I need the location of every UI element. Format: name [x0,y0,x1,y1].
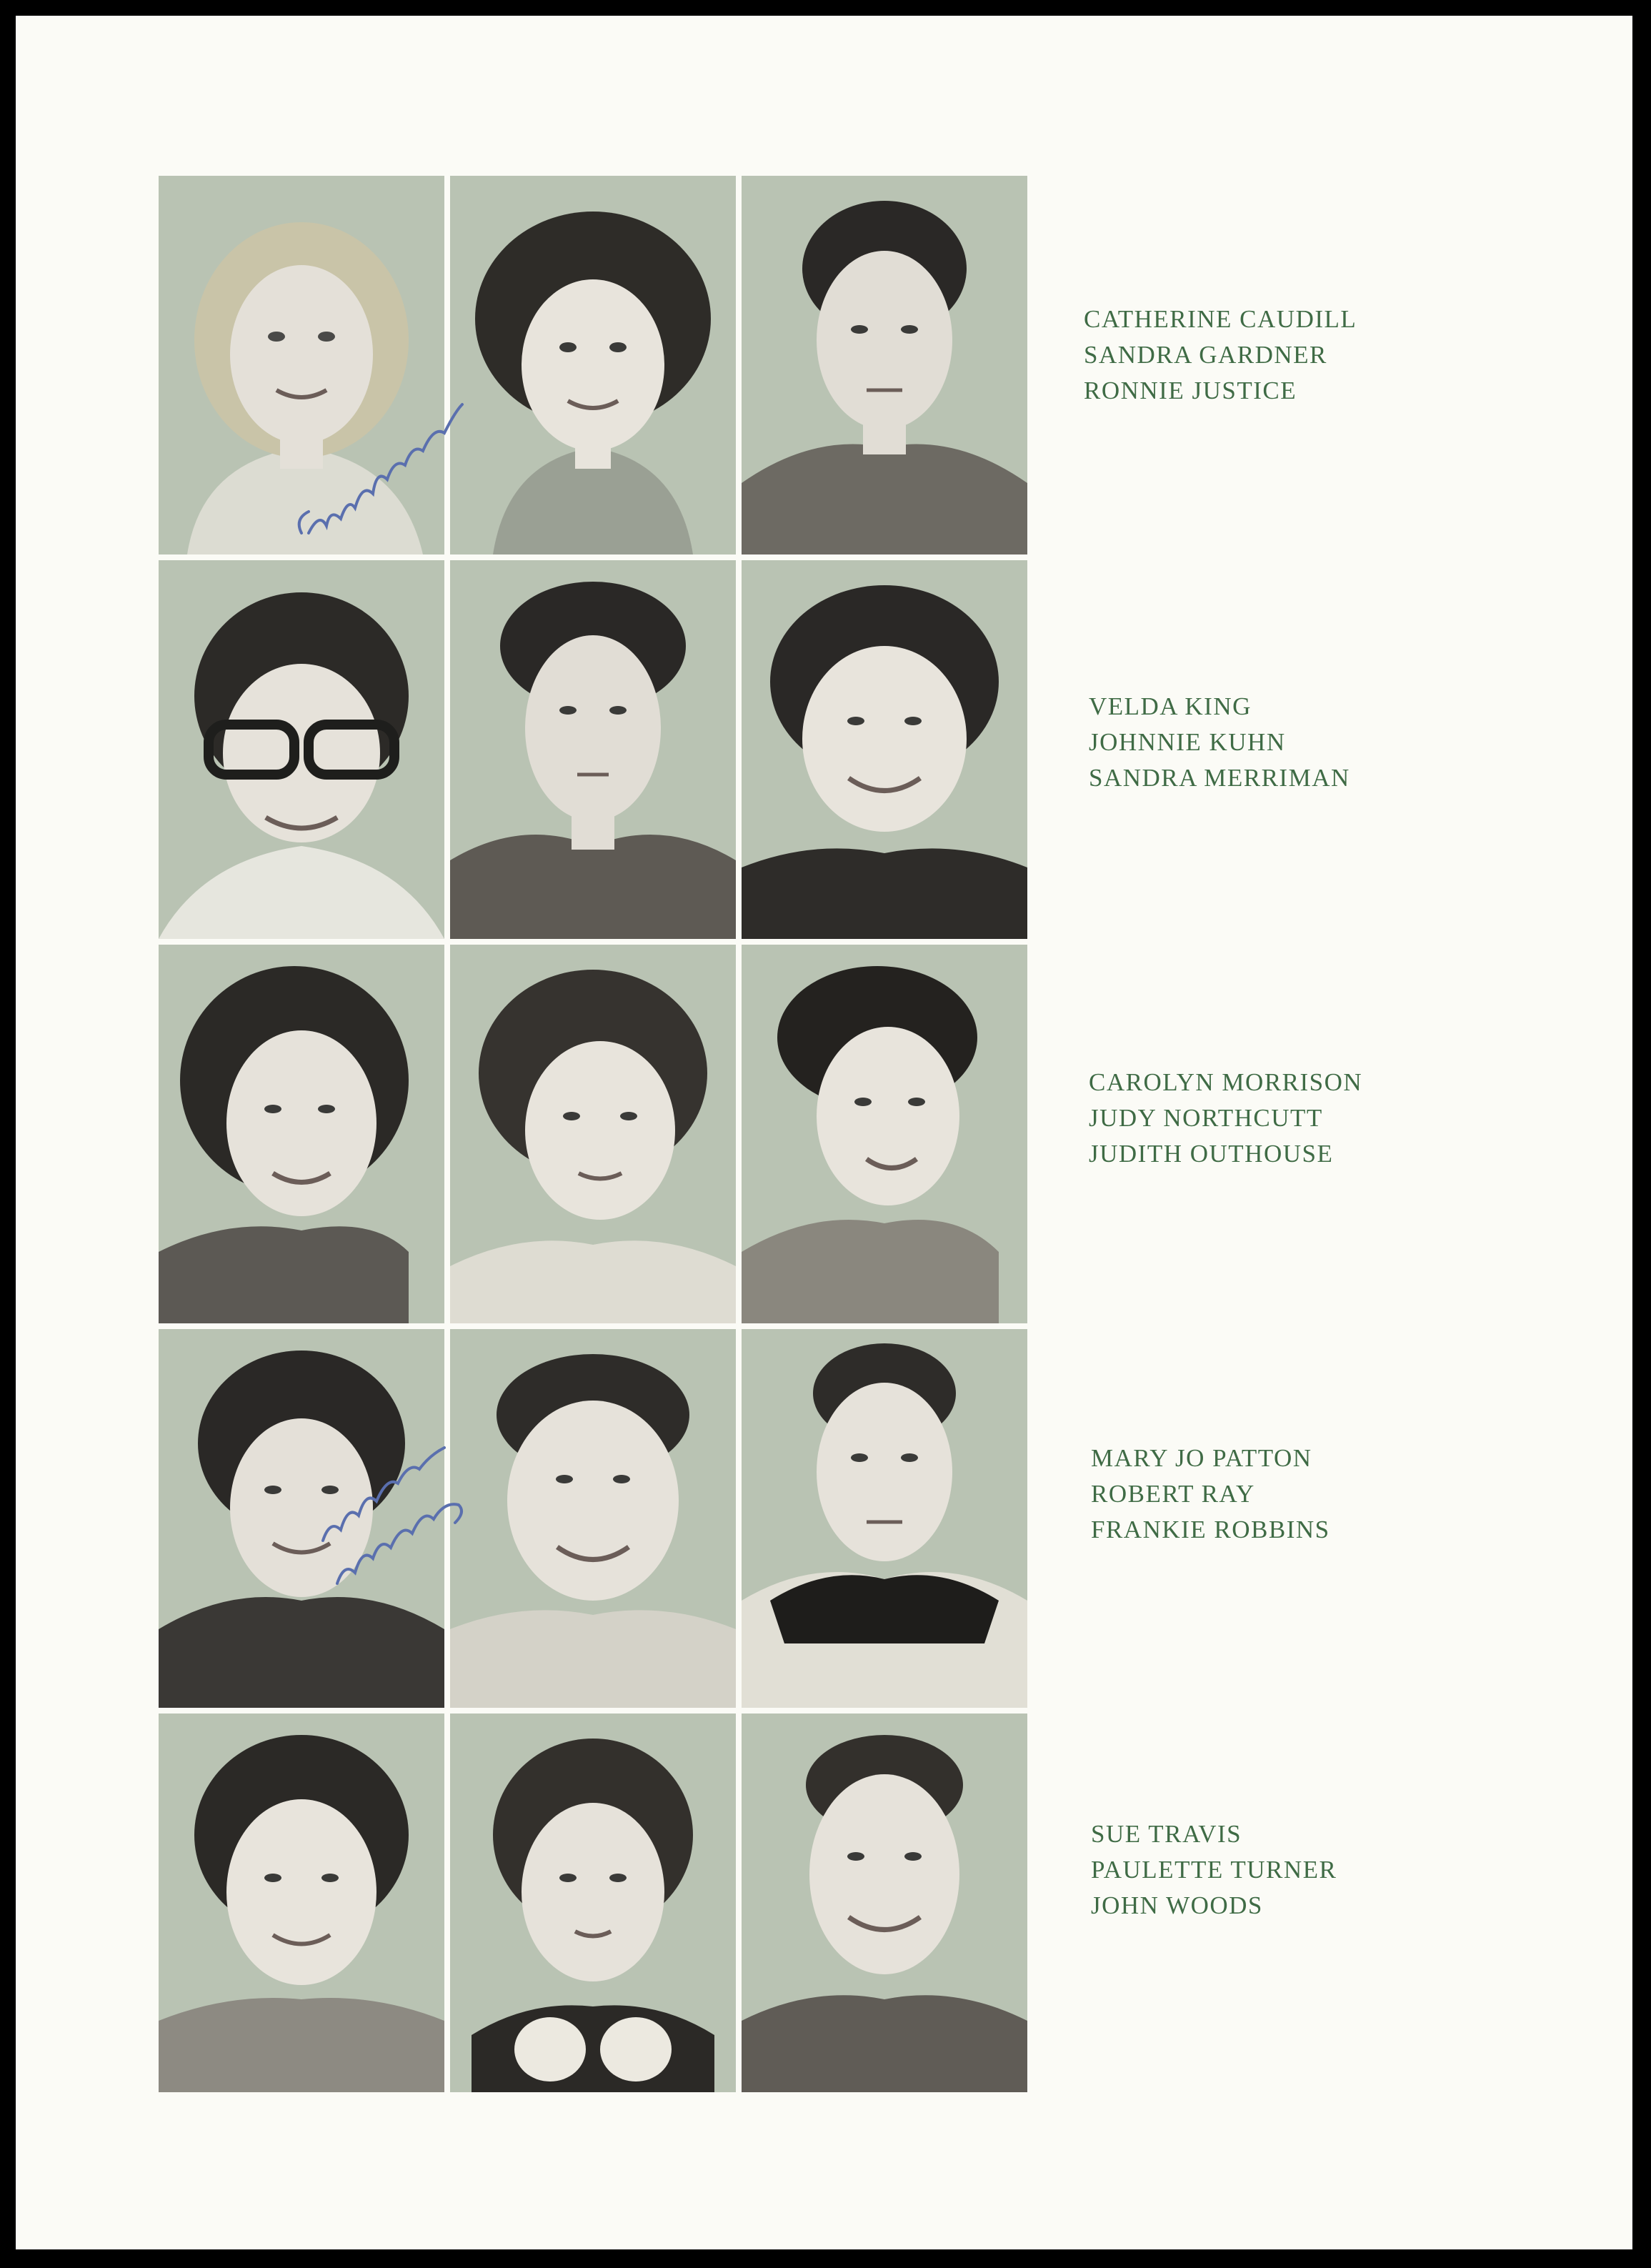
portrait-johnnie-kuhn [450,560,736,939]
student-name: VELDA KING [1089,692,1252,720]
student-name: PAULETTE TURNER [1091,1856,1337,1884]
student-name: RONNIE JUSTICE [1084,377,1297,404]
student-name: JOHN WOODS [1091,1891,1263,1919]
portrait-paulette-turner [450,1714,736,2092]
portrait-judith-outhouse [742,945,1027,1323]
portrait-ronnie-justice [742,176,1027,554]
student-name: SUE TRAVIS [1091,1820,1242,1848]
portrait-carolyn-morrison [159,945,444,1323]
portrait-john-woods [742,1714,1027,2092]
student-name: SANDRA MERRIMAN [1089,764,1350,792]
portrait-robert-ray [450,1329,736,1708]
student-name: FRANKIE ROBBINS [1091,1516,1330,1543]
student-name: MARY JO PATTON [1091,1444,1312,1472]
student-name: JUDY NORTHCUTT [1089,1104,1323,1132]
portrait-judy-northcutt [450,945,736,1323]
student-name: JOHNNIE KUHN [1089,728,1286,756]
yearbook-page [16,16,1632,2249]
names-row-2 [1089,689,1350,796]
student-name: SANDRA GARDNER [1084,341,1327,369]
student-name: CAROLYN MORRISON [1089,1068,1363,1096]
student-name: CATHERINE CAUDILL [1084,305,1357,333]
handwriting-catherine [287,390,473,562]
names-row-3 [1089,1065,1362,1172]
portrait-grid [159,176,1028,2104]
names-row-1 [1084,302,1357,409]
names-row-5 [1091,1816,1337,1924]
portrait-velda-king [159,560,444,939]
names-row-4 [1091,1441,1330,1548]
student-name: JUDITH OUTHOUSE [1089,1140,1334,1168]
portrait-sandra-gardner [450,176,736,554]
handwriting-always-mary-jo [309,1433,480,1598]
portrait-frankie-robbins [742,1329,1027,1708]
portrait-sandra-merriman [742,560,1027,939]
student-name: ROBERT RAY [1091,1480,1255,1508]
portrait-sue-travis [159,1714,444,2092]
